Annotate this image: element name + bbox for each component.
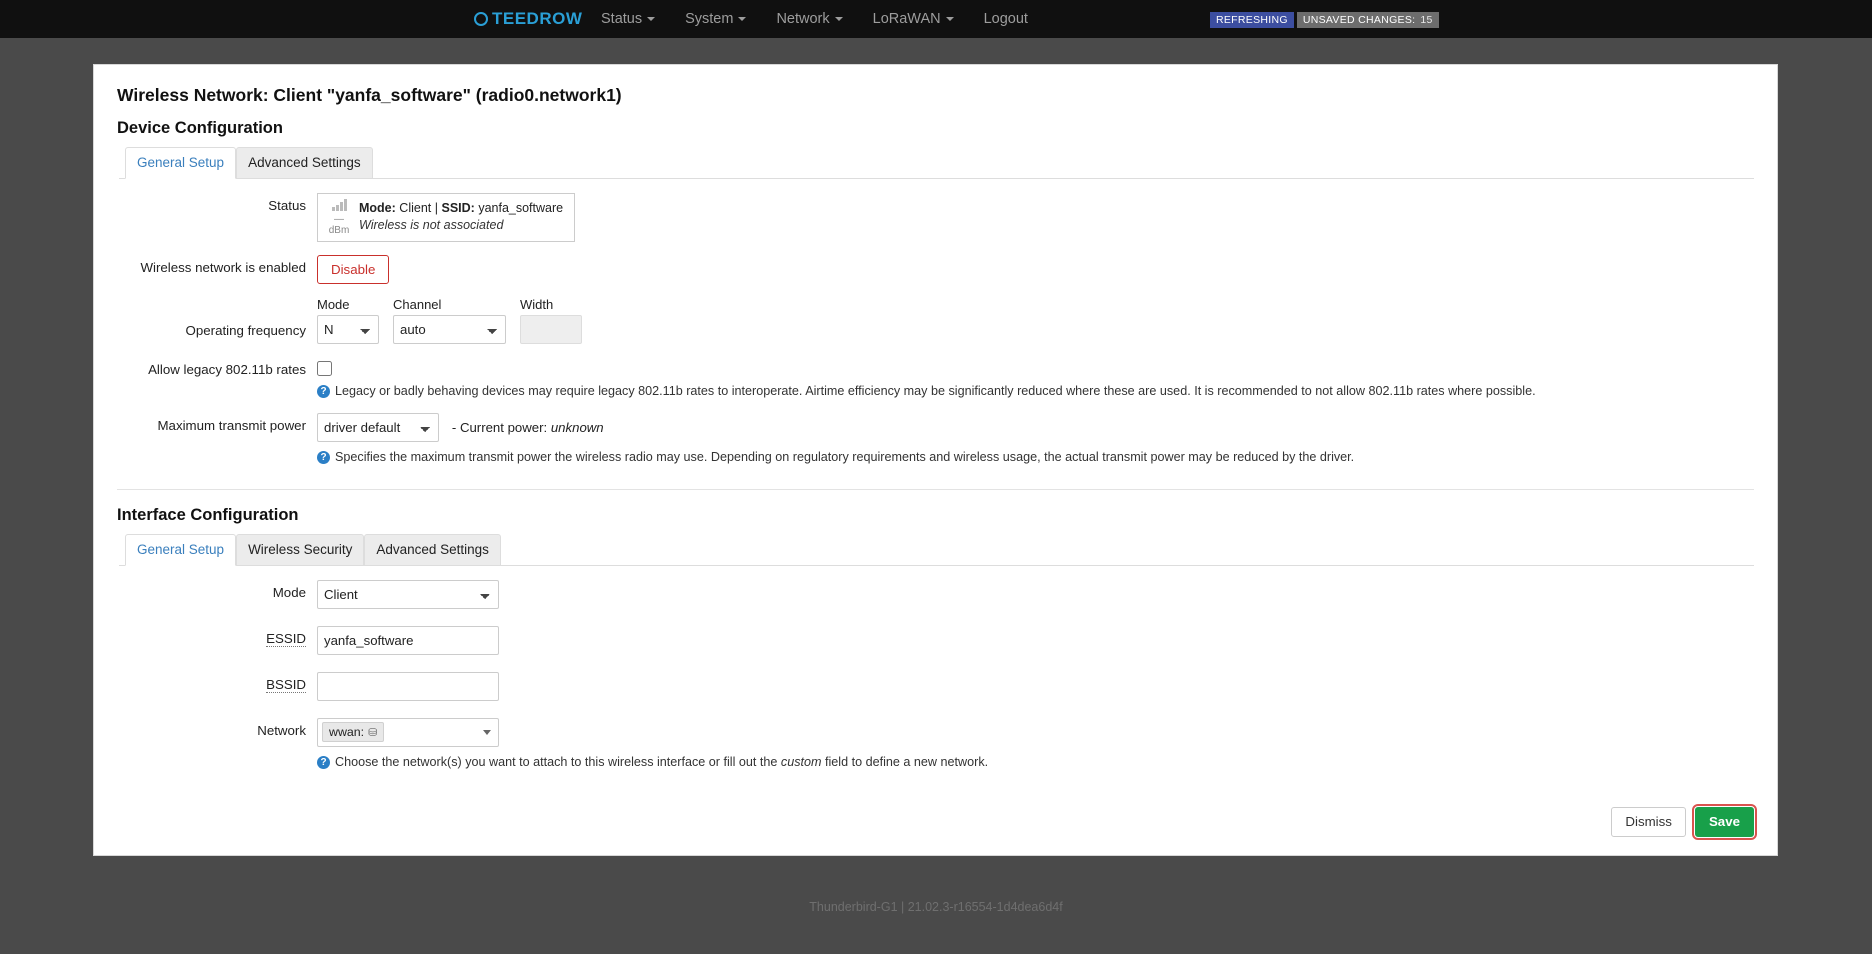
help-icon: ? bbox=[317, 756, 330, 769]
legacy-rates-label: Allow legacy 802.11b rates bbox=[148, 361, 306, 377]
brand-label: TEEDROW bbox=[492, 9, 583, 28]
network-device-icon: ⛁ bbox=[368, 726, 378, 739]
current-power-prefix: - Current power: bbox=[451, 420, 548, 436]
wireless-status-box bbox=[317, 193, 575, 242]
signal-strength-icon bbox=[325, 199, 353, 236]
status-ssid-value: yanfa_software bbox=[478, 201, 564, 216]
row-interface-mode bbox=[117, 580, 1754, 609]
globe-icon bbox=[474, 12, 488, 26]
status-mode-key: Mode: bbox=[359, 201, 396, 216]
network-tag-wwan[interactable] bbox=[322, 722, 384, 742]
save-button[interactable]: Save bbox=[1695, 807, 1754, 836]
tab-device-general-setup[interactable]: General Setup bbox=[125, 147, 236, 179]
chevron-down-icon bbox=[835, 17, 843, 21]
current-power-value: unknown bbox=[550, 420, 604, 436]
row-operating-frequency bbox=[117, 297, 1754, 344]
transmit-power-hint-text: Specifies the maximum transmit power the wireless radio may use. Depending on regulatory requirements and wireless usage, the actual transmit power may be reduced by the driver. bbox=[335, 450, 1355, 465]
page-body bbox=[0, 38, 1872, 954]
wireless-config-card bbox=[93, 64, 1778, 856]
chevron-down-icon bbox=[483, 730, 491, 735]
row-network bbox=[117, 718, 1754, 772]
interface-mode-label: Mode bbox=[272, 584, 306, 600]
frequency-mode-select[interactable] bbox=[317, 315, 379, 344]
transmit-power-hint bbox=[317, 449, 1754, 467]
row-status bbox=[117, 193, 1754, 242]
signal-dbm: — dBm bbox=[328, 213, 350, 236]
section-divider bbox=[117, 489, 1754, 490]
device-configuration-heading: Device Configuration bbox=[117, 119, 283, 137]
essid-input[interactable] bbox=[317, 626, 499, 655]
tab-interface-advanced-settings[interactable]: Advanced Settings bbox=[364, 534, 501, 566]
dialog-actions bbox=[117, 797, 1754, 836]
frequency-width-group bbox=[520, 297, 582, 344]
nav-item-system[interactable]: System bbox=[670, 2, 761, 36]
nav-item-lorawan[interactable]: LoRaWAN bbox=[858, 2, 969, 36]
frequency-width-select-disabled bbox=[520, 315, 582, 344]
row-wireless-enabled bbox=[117, 255, 1754, 284]
badge-unsaved-changes[interactable]: UNSAVED CHANGES: 15 bbox=[1297, 12, 1439, 28]
bssid-input[interactable] bbox=[317, 672, 499, 701]
status-mode-value: Client bbox=[399, 201, 432, 216]
unsaved-count: 15 bbox=[1420, 14, 1433, 26]
frequency-channel-select[interactable] bbox=[393, 315, 506, 344]
essid-label: ESSID bbox=[266, 630, 306, 646]
interface-mode-select[interactable] bbox=[317, 580, 499, 609]
frequency-channel-group bbox=[393, 297, 506, 344]
row-bssid bbox=[117, 672, 1754, 701]
status-label: Status bbox=[268, 197, 306, 213]
status-badges bbox=[1210, 12, 1439, 28]
badge-refreshing: REFRESHING bbox=[1210, 12, 1294, 28]
tab-interface-wireless-security[interactable]: Wireless Security bbox=[236, 534, 364, 566]
status-separator: | bbox=[434, 201, 438, 216]
nav-item-network[interactable]: Network bbox=[761, 2, 857, 36]
interface-configuration-heading: Interface Configuration bbox=[117, 506, 299, 525]
device-tabs bbox=[119, 147, 1754, 179]
network-label: Network bbox=[257, 722, 306, 738]
wireless-enabled-label: Wireless network is enabled bbox=[140, 259, 306, 275]
tab-interface-general-setup[interactable]: General Setup bbox=[125, 534, 236, 566]
legacy-rates-hint bbox=[317, 383, 1754, 401]
network-tag-label: wwan: bbox=[329, 725, 365, 740]
frequency-width-caption: Width bbox=[520, 296, 554, 312]
brand-logo[interactable] bbox=[474, 9, 582, 29]
frequency-mode-caption: Mode bbox=[317, 296, 350, 312]
nav-item-status[interactable]: Status bbox=[586, 2, 670, 36]
current-power-note bbox=[452, 420, 604, 435]
legacy-rates-checkbox[interactable] bbox=[317, 361, 332, 376]
status-ssid-key: SSID: bbox=[441, 201, 475, 216]
chevron-down-icon bbox=[738, 17, 746, 21]
network-hint bbox=[317, 754, 1754, 772]
dismiss-button[interactable]: Dismiss bbox=[1611, 807, 1686, 836]
help-icon: ? bbox=[317, 451, 330, 464]
bssid-label: BSSID bbox=[266, 676, 306, 692]
help-icon: ? bbox=[317, 385, 330, 398]
transmit-power-select[interactable] bbox=[317, 413, 439, 442]
nav-links bbox=[586, 2, 1043, 36]
status-association: Wireless is not associated bbox=[359, 218, 504, 233]
tab-device-advanced-settings[interactable]: Advanced Settings bbox=[236, 147, 373, 179]
legacy-rates-hint-text: Legacy or badly behaving devices may require legacy 802.11b rates to interoperate. Airtime efficiency may be significantly reduced where these are used. It is recommended to not allow 802.11b rates where possible. bbox=[335, 383, 1536, 398]
disable-button[interactable]: Disable bbox=[317, 255, 389, 284]
top-navbar bbox=[0, 0, 1872, 38]
network-hint-text: Choose the network(s) you want to attach to this wireless interface or fill out the custom field to define a new network. bbox=[335, 754, 989, 769]
chevron-down-icon bbox=[946, 17, 954, 21]
interface-tabs bbox=[119, 534, 1754, 566]
transmit-power-label: Maximum transmit power bbox=[157, 418, 306, 434]
row-transmit-power bbox=[117, 413, 1754, 467]
chevron-down-icon bbox=[647, 17, 655, 21]
network-select[interactable] bbox=[317, 718, 499, 747]
frequency-channel-caption: Channel bbox=[393, 296, 442, 312]
frequency-mode-group bbox=[317, 297, 379, 344]
row-legacy-rates bbox=[117, 357, 1754, 401]
status-text bbox=[359, 200, 563, 234]
nav-item-logout[interactable]: Logout bbox=[983, 11, 1028, 27]
page-title: Wireless Network: Client "yanfa_software" (radio0.network1) bbox=[117, 85, 622, 105]
row-essid bbox=[117, 626, 1754, 655]
operating-frequency-label: Operating frequency bbox=[185, 322, 306, 338]
page-footer: Thunderbird-G1 | 21.02.3-r16554-1d4dea6d4f bbox=[809, 900, 1063, 914]
